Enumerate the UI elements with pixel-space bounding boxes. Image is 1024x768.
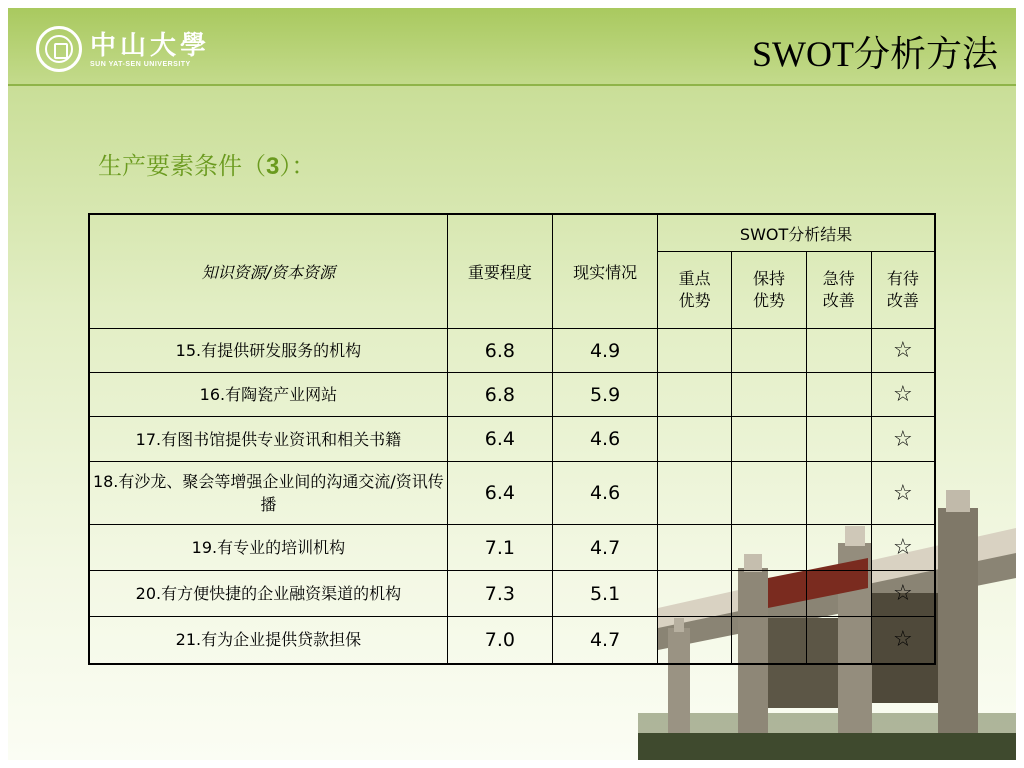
header-maintain-strength: 保持 优势: [732, 252, 807, 329]
importance-value: 6.8: [447, 329, 552, 373]
key-strength-mark: [658, 373, 732, 417]
key-strength-mark: [658, 617, 732, 664]
logo-english-name: SUN YAT-SEN UNIVERSITY: [90, 60, 191, 68]
table-row: [89, 571, 935, 617]
swot-table: [88, 213, 936, 665]
table-row: [89, 417, 935, 462]
star-icon: ☆: [871, 417, 935, 462]
urgent-improve-mark: [806, 617, 871, 664]
importance-value: 7.1: [447, 525, 552, 571]
key-strength-mark: [658, 571, 732, 617]
header-urgent-improve: 急待 改善: [806, 252, 871, 329]
actual-value: 4.6: [552, 417, 657, 462]
key-strength-mark: [658, 462, 732, 525]
maintain-strength-mark: [732, 617, 807, 664]
star-icon: ☆: [871, 462, 935, 525]
urgent-improve-mark: [806, 417, 871, 462]
actual-value: 4.9: [552, 329, 657, 373]
star-icon: ☆: [871, 329, 935, 373]
actual-value: 5.9: [552, 373, 657, 417]
maintain-strength-mark: [732, 462, 807, 525]
star-icon: ☆: [871, 525, 935, 571]
header-importance: 重要程度: [447, 214, 552, 329]
maintain-strength-mark: [732, 525, 807, 571]
actual-value: 4.7: [552, 617, 657, 664]
logo-chinese-name: 中山大學: [90, 30, 211, 61]
maintain-strength-mark: [732, 571, 807, 617]
urgent-improve-mark: [806, 525, 871, 571]
university-seal-icon: [36, 26, 82, 72]
section-subtitle: 生产要素条件（3）：: [98, 152, 316, 180]
maintain-strength-mark: [732, 373, 807, 417]
actual-value: 4.7: [552, 525, 657, 571]
slide-title: SWOT分析方法: [752, 34, 998, 74]
factor-name: 16.有陶瓷产业网站: [89, 373, 447, 417]
star-icon: ☆: [871, 571, 935, 617]
maintain-strength-mark: [732, 417, 807, 462]
urgent-improve-mark: [806, 571, 871, 617]
factor-name: 15.有提供研发服务的机构: [89, 329, 447, 373]
table-row: [89, 462, 935, 525]
factor-name: 21.有为企业提供贷款担保: [89, 617, 447, 664]
header-band: [8, 8, 1016, 86]
importance-value: 6.8: [447, 373, 552, 417]
table-row: [89, 525, 935, 571]
header-factor: 知识资源/资本资源: [89, 214, 447, 329]
importance-value: 6.4: [447, 417, 552, 462]
star-icon: ☆: [871, 617, 935, 664]
key-strength-mark: [658, 417, 732, 462]
actual-value: 4.6: [552, 462, 657, 525]
urgent-improve-mark: [806, 329, 871, 373]
importance-value: 7.0: [447, 617, 552, 664]
star-icon: ☆: [871, 373, 935, 417]
factor-name: 17.有图书馆提供专业资讯和相关书籍: [89, 417, 447, 462]
urgent-improve-mark: [806, 373, 871, 417]
header-need-improve: 有待 改善: [871, 252, 935, 329]
importance-value: 6.4: [447, 462, 552, 525]
header-actual: 现实情况: [552, 214, 657, 329]
importance-value: 7.3: [447, 571, 552, 617]
header-key-strength: 重点 优势: [658, 252, 732, 329]
factor-name: 19.有专业的培训机构: [89, 525, 447, 571]
actual-value: 5.1: [552, 571, 657, 617]
key-strength-mark: [658, 525, 732, 571]
key-strength-mark: [658, 329, 732, 373]
table-row: [89, 329, 935, 373]
urgent-improve-mark: [806, 462, 871, 525]
header-swot-result: SWOT分析结果: [658, 214, 935, 252]
table-row: [89, 617, 935, 664]
university-logo: [36, 26, 210, 72]
maintain-strength-mark: [732, 329, 807, 373]
table-row: [89, 373, 935, 417]
factor-name: 20.有方便快捷的企业融资渠道的机构: [89, 571, 447, 617]
factor-name: 18.有沙龙、聚会等增强企业间的沟通交流/资讯传播: [89, 462, 447, 525]
